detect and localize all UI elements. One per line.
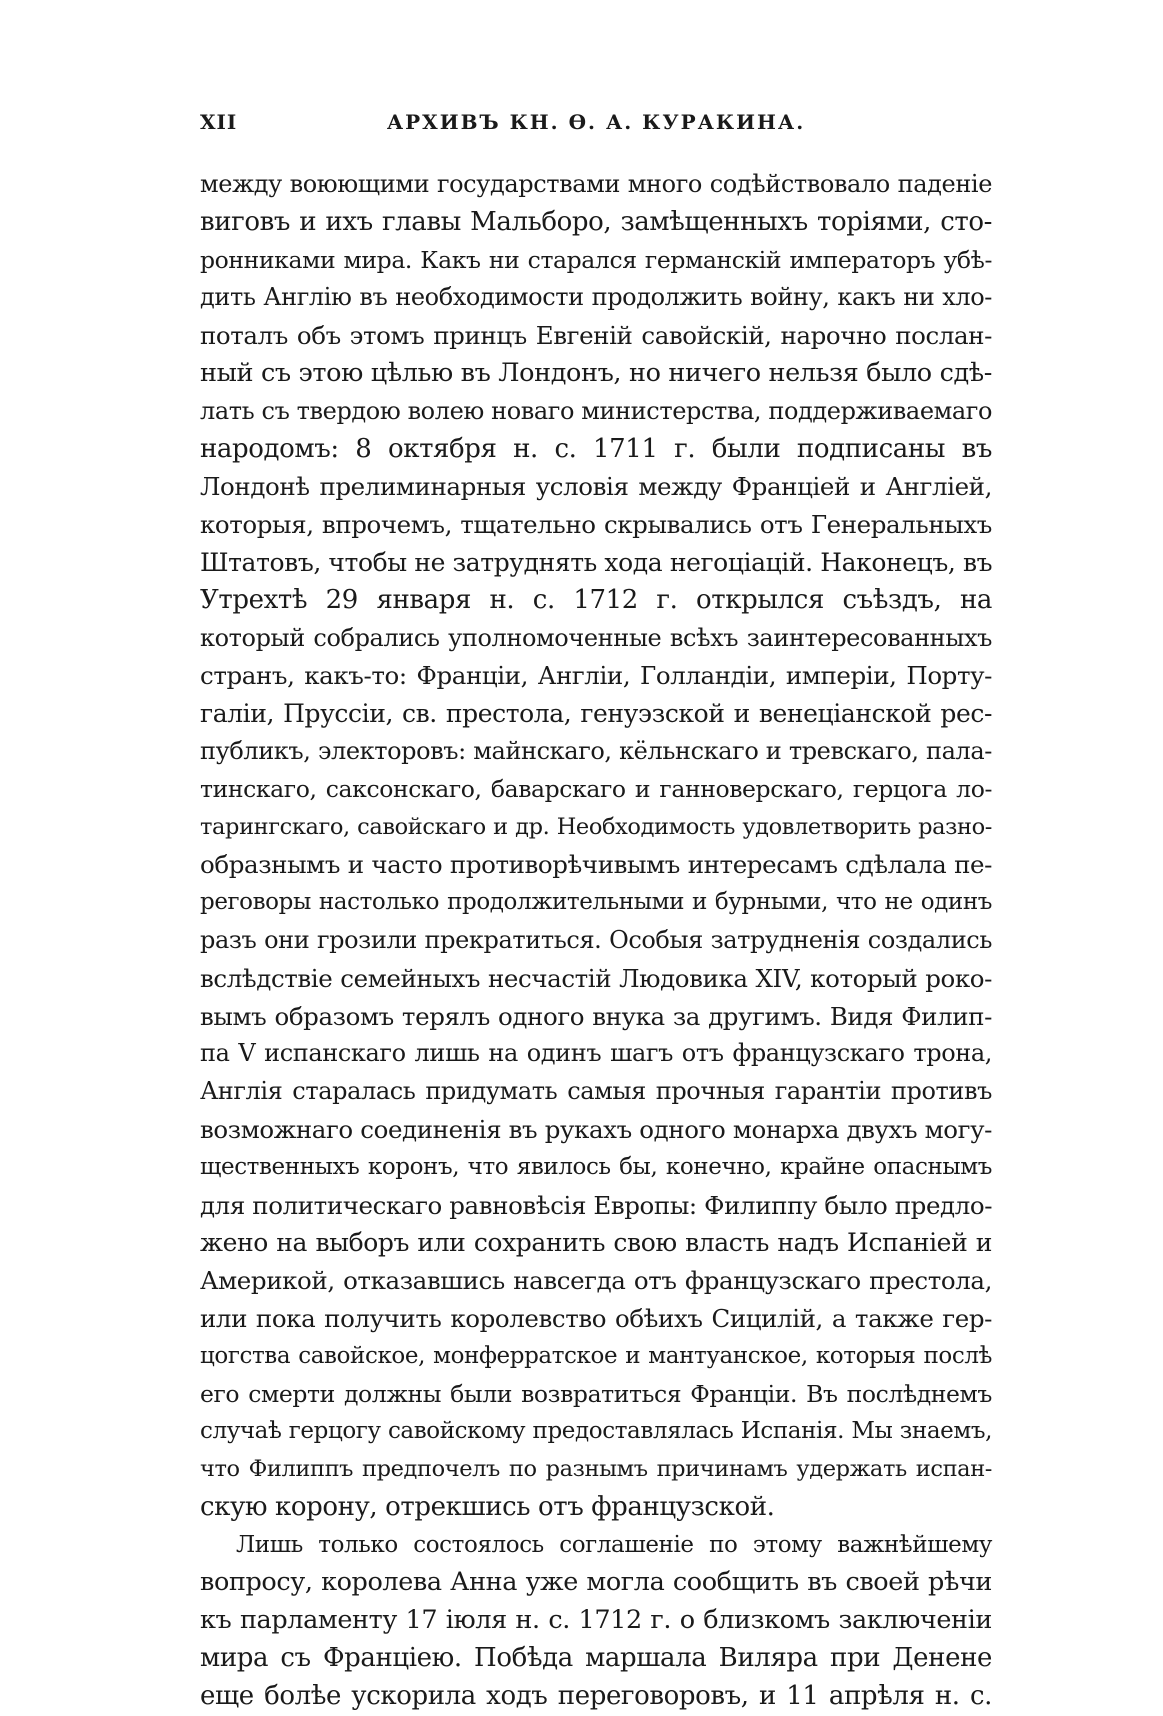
text-line: Утрехтѣ 29 января н. с. 1712 г. открылся съѣздъ, на bbox=[200, 584, 992, 615]
text-line: возможнаго соединенія въ рукахъ одного монарха двухъ могу- bbox=[200, 1114, 992, 1144]
text-line: образнымъ и часто противорѣчивымъ интересамъ сдѣлала пе- bbox=[200, 850, 992, 880]
text-line: еще болѣе ускорила ходъ переговоровъ, и 11 апрѣля н. с. bbox=[200, 1680, 992, 1711]
text-line: мира съ Франціею. Побѣда маршала Виляра при Денене bbox=[200, 1643, 992, 1674]
text-line: Лишь только состоялось соглашеніе по этому важнѣйшему bbox=[236, 1531, 992, 1558]
text-line: ронниками мира. Какъ ни старался германскій императоръ убѣ- bbox=[200, 245, 992, 274]
text-line: щественныхъ коронъ, что явилось бы, конечно, крайне опаснымъ bbox=[200, 1153, 992, 1180]
text-line: или пока получить королевство обѣихъ Сицилій, а также гер- bbox=[200, 1303, 992, 1333]
text-line: публикъ, электоровъ: майнскаго, кёльнскаго и тревскаго, пала- bbox=[200, 736, 992, 765]
text-line: цогства савойское, монферратское и мантуанское, которыя послѣ bbox=[200, 1342, 992, 1369]
text-line: странъ, какъ-то: Франціи, Англіи, Голландіи, имперіи, Порту- bbox=[200, 661, 992, 691]
text-line: Штатовъ, чтобы не затруднять хода негоціацій. Наконецъ, въ bbox=[200, 547, 993, 577]
text-line: поталъ объ этомъ принцъ Евгеній савойскій, нарочно послан- bbox=[200, 321, 992, 351]
paragraph-1 bbox=[200, 166, 992, 1527]
text-line: лать съ твердою волею новаго министерства, поддерживаемаго bbox=[200, 396, 993, 425]
text-line: тарингскаго, савойскаго и др. Необходимость удовлетворить разно- bbox=[200, 813, 992, 840]
text-line: Америкой, отказавшись навсегда отъ французскаго престола, bbox=[200, 1266, 992, 1296]
text-line: реговоры настолько продолжительными и бурными, что не одинъ bbox=[200, 889, 992, 916]
text-line: случаѣ герцогу савойскому предоставлялась Испанія. Мы знаемъ, bbox=[200, 1418, 992, 1445]
body-text bbox=[200, 166, 992, 1716]
text-line: что Филиппъ предпочелъ по разнымъ причинамъ удержать испан- bbox=[200, 1456, 992, 1483]
page-header bbox=[200, 110, 992, 140]
text-line: вслѣдствіе семейныхъ несчастій Людовика XIV, который роко- bbox=[200, 963, 992, 993]
text-line: тинскаго, саксонскаго, баварскаго и ганноверскаго, герцога ло- bbox=[200, 774, 992, 803]
text-line: между воюющими государствами много содѣйствовало паденіе bbox=[200, 170, 992, 198]
text-line: разъ они грозили прекратиться. Особыя затрудненія создались bbox=[200, 925, 992, 954]
text-line: Англія старалась придумать самыя прочныя гарантіи противъ bbox=[200, 1077, 992, 1106]
text-line: дить Англію въ необходимости продолжить войну, какъ ни хло- bbox=[200, 283, 992, 312]
text-line: виговъ и ихъ главы Мальборо, замѣщенныхъ торіями, сто- bbox=[200, 206, 992, 237]
text-line: вопросу, королева Анна уже могла сообщить въ своей рѣчи bbox=[200, 1567, 992, 1598]
text-line: его смерти должны были возвратиться Франціи. Въ послѣднемъ bbox=[200, 1379, 992, 1408]
text-line: которыя, впрочемъ, тщательно скрывались отъ Генеральныхъ bbox=[200, 510, 992, 540]
text-line: который собрались уполномоченные всѣхъ заинтересованныхъ bbox=[200, 623, 992, 652]
page-number: XII bbox=[200, 110, 238, 134]
text-line: ный съ этою цѣлью въ Лондонъ, но ничего нельзя было сдѣ- bbox=[200, 357, 992, 388]
text-line: галіи, Пруссіи, св. престола, генуэзской и венеціанской рес- bbox=[200, 699, 992, 729]
paragraph-2 bbox=[200, 1527, 992, 1716]
text-line: къ парламенту 17 іюля н. с. 1712 г. о близкомъ заключеніи bbox=[200, 1605, 992, 1636]
running-head: АРХИВЪ КН. Ѳ. А. КУРАКИНА. bbox=[386, 110, 806, 134]
text-line: жено на выборъ или сохранить свою власть надъ Испаніей и bbox=[200, 1228, 992, 1258]
text-line: скую корону, отрекшись отъ французской. bbox=[200, 1491, 775, 1522]
text-line: для политическаго равновѣсія Европы: Филиппу было предло- bbox=[200, 1190, 993, 1220]
text-line: па V испанскаго лишь на одинъ шагъ отъ французскаго трона, bbox=[200, 1039, 992, 1068]
text-line: Лондонѣ прелиминарныя условія между Франціей и Англіей, bbox=[200, 472, 992, 502]
text-line: вымъ образомъ терялъ одного внука за другимъ. Видя Филип- bbox=[200, 1001, 992, 1031]
text-line: народомъ: 8 октября н. с. 1711 г. были подписаны въ bbox=[200, 433, 992, 464]
